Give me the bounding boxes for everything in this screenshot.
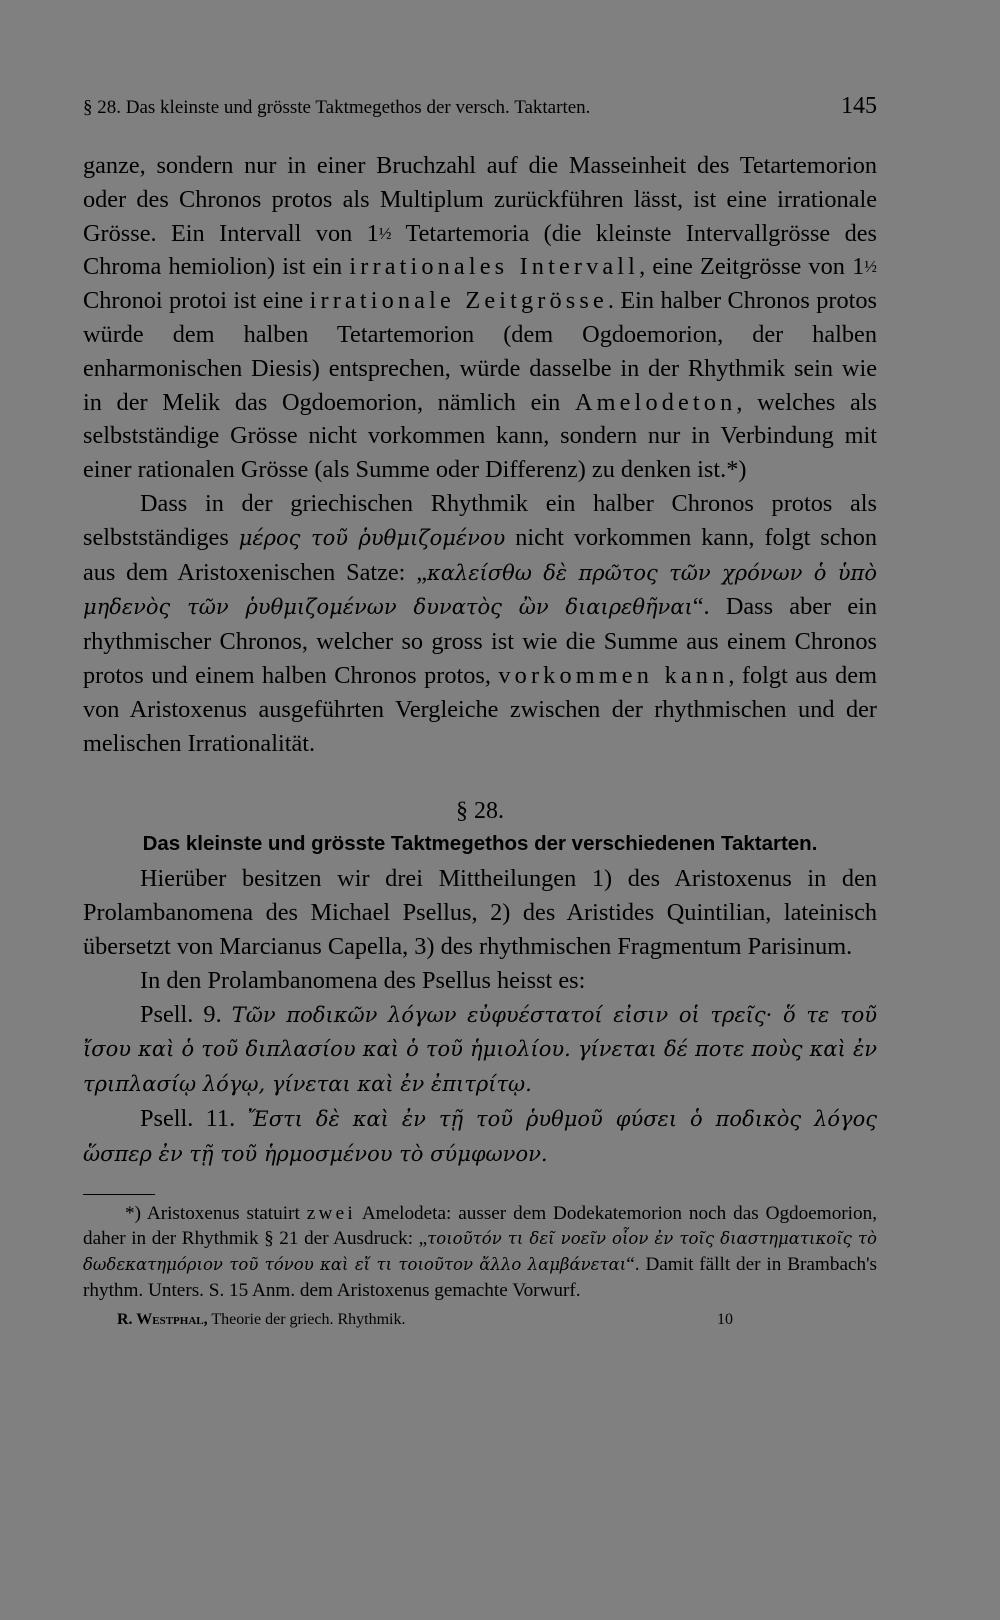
citation-ref: Psell. 9. (140, 1000, 232, 1028)
text-run: . Ein halber Chronos protos würde dem halben Tetartemorion (dem Ogdoemorion, der halben enharmonischen Diesis) entsprechen, würde dasselbe in der Rhythmik sein wie in der Melik das Ogdoemorion, nämlich ein (83, 287, 877, 416)
greek-quotation: Τῶν ποδικῶν λόγων εὐφυέστατοί εἰσιν οἱ τρεῖς· ὅ τε τοῦ ἴσου καὶ ὁ τοῦ διπλασίου καὶ ὁ τοῦ ἡμιολίου. γίνεται δέ ποτε ποὺς καὶ ἐν τριπλασίῳ λόγῳ, γίνεται καὶ ἐν ἐπιτρίτῳ. (83, 1002, 877, 1097)
spaced-emphasis: vorkommen kann (498, 661, 729, 689)
fraction: ½ (378, 223, 392, 243)
text-run: Chronoi protoi ist eine (83, 287, 310, 315)
footnote (83, 1201, 877, 1304)
fraction: ½ (864, 257, 877, 277)
text-run: , welches als selbstständige Grösse nicht vorkommen kann, sondern nur in Verbindung mit einer rationalen Grösse (als Summe oder Differenz) zu denken ist.*) (83, 388, 877, 484)
greek-quotation: Ἔστι δὲ καὶ ἐν τῇ τοῦ ῥυθμοῦ φύσει ὁ ποδικὸς λόγος ὥσπερ ἐν τῇ τοῦ ἡρμοσμένου τὸ σύμφωνον. (83, 1106, 877, 1166)
spaced-emphasis: Amelodeton (574, 388, 737, 416)
psellus-11-quote (83, 1102, 877, 1172)
text-run: “. Damit fällt der in Brambach's rhythm. Unters. S. 15 Anm. dem Aristoxenus gemachte Vorwurf. (83, 1254, 877, 1301)
paragraph-2 (83, 487, 877, 760)
paragraph-1 (83, 149, 877, 487)
text-run: nicht vorkommen kann, folgt schon aus dem Aristoxenischen Satze: „ (83, 523, 877, 586)
paragraph-3: Hierüber besitzen wir drei Mittheilungen 1) des Aristoxenus in den Prolambanomena des Michael Psellus, 2) des Aristides Quintilian, lateinisch übersetzt von Marcianus Capella, 3) des rhythmischen Fragmentum Parisinum. (83, 865, 877, 960)
imprint-title (117, 1308, 406, 1332)
text-run: Tetartemoria (die kleinste Intervallgrösse des Chroma hemiolion) ist ein (83, 219, 877, 281)
greek-phrase: μέρος τοῦ ῥυθμιζομένου (238, 525, 506, 550)
footnotes (83, 1201, 877, 1304)
text-run: Amelodeta: ausser dem Dodekatemorion noch das Ogdoemorion, daher in der Rhythmik § 21 der Ausdruck: „ (83, 1202, 877, 1250)
psellus-9-quote (83, 998, 877, 1102)
imprint-author: R. Westphal, (117, 1310, 208, 1328)
running-head (83, 92, 877, 126)
printer-imprint (83, 1308, 877, 1332)
imprint-book-title: Theorie der griech. Rhythmik. (207, 1310, 406, 1328)
running-head-title: § 28. Das kleinste und grösste Taktmegethos der versch. Taktarten. (83, 97, 591, 118)
text-run: , folgt aus dem von Aristoxenus ausgeführten Vergleiche zwischen der rhythmischen und der melischen Irrationalität. (83, 661, 877, 757)
section-number: § 28. (456, 798, 504, 825)
book-page (83, 92, 877, 1332)
spaced-emphasis: irrationales Intervall (349, 253, 640, 281)
text-run: “. Dass aber ein rhythmischer Chronos, welcher so gross ist wie die Summe aus einem Chronos protos und einem halben Chronos protos, (83, 593, 877, 689)
greek-quotation: τοιοῦτόν τι δεῖ νοεῖν οἷον ἐν τοῖς διαστηματικοῖς τὸ δωδεκατημόριον τοῦ τόνου καὶ εἴ τι τοιοῦτον ἄλλο λαμβάνεται (83, 1229, 877, 1275)
citation-ref: Psell. 11. (140, 1104, 248, 1132)
signature-mark: 10 (717, 1310, 733, 1328)
body-text (83, 149, 877, 1172)
page-number: 145 (841, 93, 877, 119)
text-run: , eine Zeitgrösse von 1 (639, 253, 865, 281)
paragraph-4: In den Prolambanomena des Psellus heisst es: (140, 966, 586, 994)
footnote-rule (83, 1194, 155, 1195)
text-run: Dass in der griechischen Rhythmik ein halber Chronos protos als selbstständiges (83, 489, 877, 551)
spaced-emphasis: irrationale Zeitgrösse (309, 287, 608, 315)
text-run: *) Aristoxenus statuirt (125, 1202, 307, 1224)
greek-quotation: καλείσθω δὲ πρῶτος τῶν χρόνων ὁ ὑπὸ μηδενὸς τῶν ῥυθμιζομένων δυνατὸς ὢν διαιρεθῆναι (83, 560, 877, 620)
text-run: ganze, sondern nur in einer Bruchzahl auf die Masseinheit des Tetartemorion oder des Chronos protos als Multiplum zurückführen lässt, ist eine irrationale Grösse. Ein Intervall von 1 (83, 152, 877, 247)
section-title: Das kleinste und grösste Taktmegethos der verschiedenen Taktarten. (142, 832, 818, 856)
spaced-emphasis: zwei (306, 1202, 356, 1224)
